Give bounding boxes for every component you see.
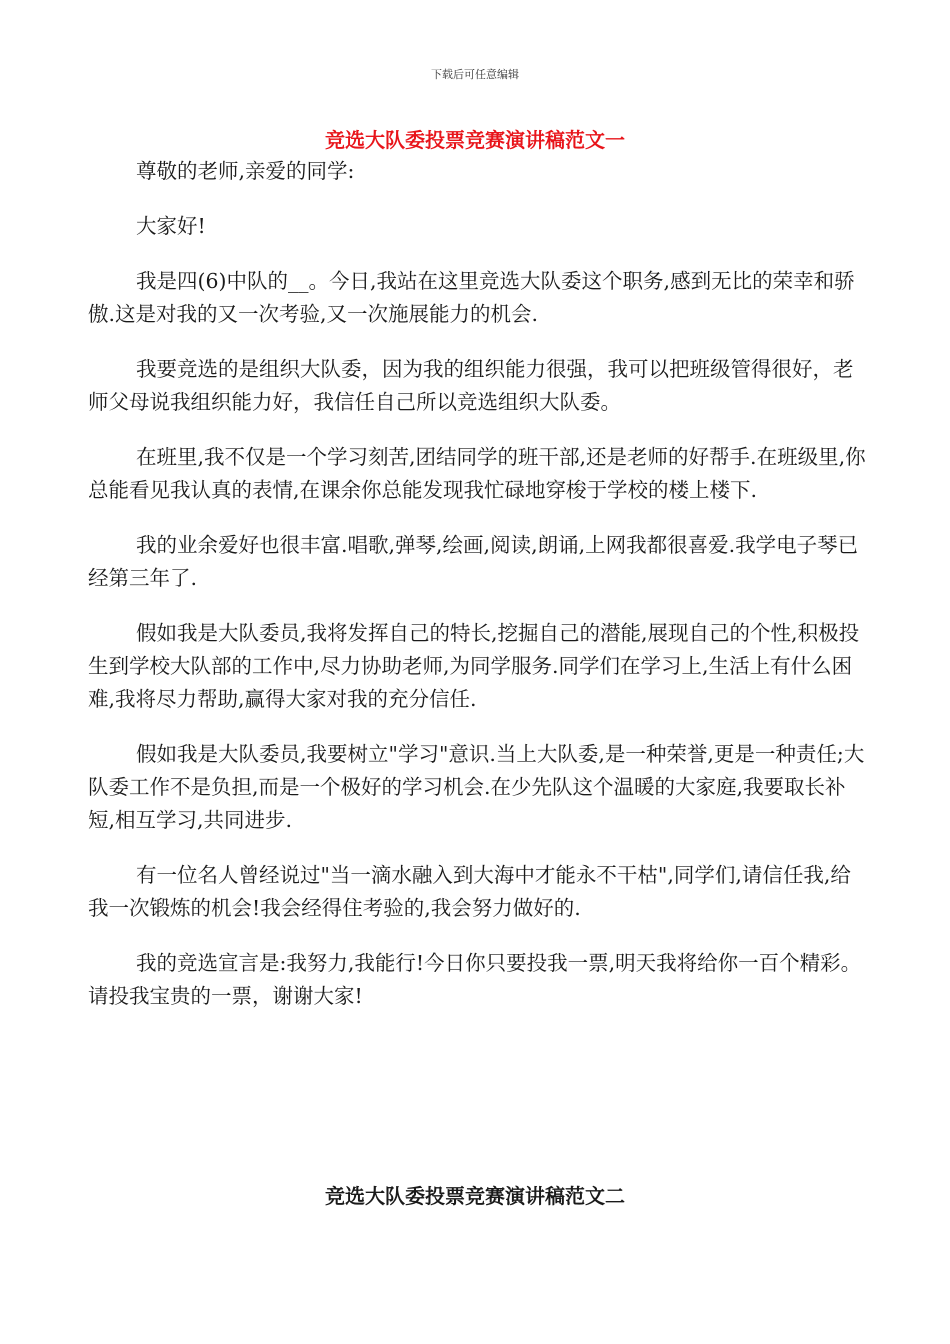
paragraph: 我的竞选宣言是:我努力,我能行!今日你只要投我一票,明天我将给你一百个精彩。请投我宝贵的一票，谢谢大家! <box>88 951 862 1008</box>
paragraph: 我的业余爱好也很丰富.唱歌,弹琴,绘画,阅读,朗诵,上网我都很喜爱.我学电子琴已经第三年了. <box>88 533 859 590</box>
document-title-2: 竞选大队委投票竞赛演讲稿范文二 <box>325 1184 625 1208</box>
document-title-1: 竞选大队委投票竞赛演讲稿范文一 <box>325 128 625 152</box>
paragraph: 假如我是大队委员,我要树立"学习"意识.当上大队委,是一种荣誉,更是一种责任;大队委工作不是负担,而是一个极好的学习机会.在少先队这个温暖的大家庭,我要取长补短,相互学习,共同进步. <box>88 742 865 832</box>
paragraph: 在班里,我不仅是一个学习刻苦,团结同学的班干部,还是老师的好帮手.在班级里,你总能看见我认真的表情,在课余你总能发现我忙碌地穿梭于学校的楼上楼下. <box>88 445 866 502</box>
paragraph-hello: 大家好! <box>136 214 206 238</box>
speech-body <box>88 155 868 1035</box>
paragraph: 假如我是大队委员,我将发挥自己的特长,挖掘自己的潜能,展现自己的个性,积极投生到学校大队部的工作中,尽力协助老师,为同学服务.同学们在学习上,生活上有什么困难,我将尽力帮助,赢得大家对我的充分信任. <box>88 621 860 711</box>
paragraph: 有一位名人曾经说过"当一滴水融入到大海中才能永不干枯",同学们,请信任我,给我一次锻炼的机会!我会经得住考验的,我会努力做好的. <box>88 863 851 920</box>
paragraph: 我是四(6)中队的__。今日,我站在这里竞选大队委这个职务,感到无比的荣幸和骄傲.这是对我的又一次考验,又一次施展能力的机会. <box>88 269 855 326</box>
paragraph: 我要竞选的是组织大队委，因为我的组织能力很强，我可以把班级管得很好，老师父母说我组织能力好，我信任自己所以竞选组织大队委。 <box>88 357 854 414</box>
header-note: 下载后可任意编辑 <box>431 68 519 81</box>
paragraph-greeting: 尊敬的老师,亲爱的同学: <box>136 159 355 183</box>
